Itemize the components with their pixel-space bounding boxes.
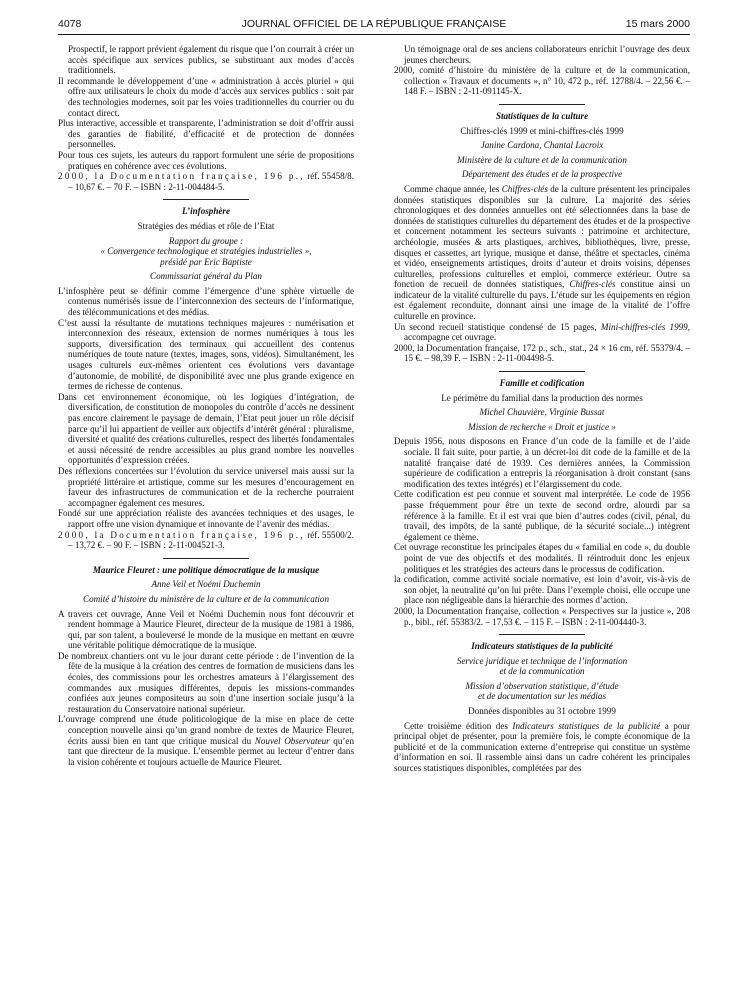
paragraph: Cette codification est peu connue et souvent mal interprétée. Le code de 1956 passe fréquemment pour être un texte de second ordre, alourdi par sa référence à la famille. Et il est vrai que bien d’autres codes (civil, pénal, du travail, des impôts, de la santé publique, de la sécurité sociale...) intègrent également ce thème. (394, 489, 690, 542)
section-title: Indicateurs statistiques de la publicité (471, 641, 613, 652)
paragraph: L’ouvrage comprend une étude politicologique de la mise en place de cette conception nouvelle ainsi qu’un grand nombre de textes de Maurice Fleuret, écrits aussi bien en tant que critique musical du Nouvel Observateur qu’en tant que directeur de la musique. L’ensemble permet au lecteur d’entrer dans la vision cohérente et toujours actuelle de Maurice Fleuret. (58, 714, 354, 767)
section-title: Famille et codification (499, 378, 585, 389)
ref-details: réf. 55458/8. – 10,67 €. – 70 F. – ISBN : 2-11-004484-5. (68, 171, 355, 192)
journal-title: JOURNAL OFFICIEL DE LA RÉPUBLIQUE FRANÇAISE (241, 18, 507, 30)
paragraph: Cette troisième édition des Indicateurs statistiques de la publicité a pour principal objet de présenter, pour la première fois, le compte économique de la publicité et de la communication externe d’entreprise qui constitue un système d’information en soi. Il rassemble ainsi dans un cadre cohérent les principales sources statistiques disponibles, complétées par des (394, 720, 690, 774)
paragraph: Depuis 1956, nous disposons en France d’un code de la famille et de l’aide sociale. Il fait suite, pour partie, à un décret-loi dit code de la famille et de la natalité française daté de 1939. Ces dernières années, la Commission supérieure de codification a entrepris la réorganisation à droit constant (sans modification des textes intégrés) et l’élargissement du code. (394, 436, 690, 489)
paragraph: Un témoignage oral de ses anciens collaborateurs enrichit l’ouvrage des deux jeunes chercheurs. (404, 44, 690, 65)
section-subtitle: Chiffres-clés 1999 et mini-chiffres-clés 1999 (460, 125, 624, 136)
section-divider (499, 104, 585, 105)
page-header (58, 16, 690, 32)
section-subtitle: Le périmètre du familial dans la production des normes (441, 392, 643, 403)
paragraph: Des réflexions concertées sur l’évolution du service universel mais aussi sur la propriété littéraire et artistique, comme sur les mesures d’encouragement en faveur des infrastructures de communication et de la recherche pourraient accompagner également ces mesures. (58, 465, 354, 508)
publication-reference: 2000, la Documentation française, collection « Perspectives sur la justice », 208 p., bibl., réf. 55383/2. – 17,53 €. – 115 F. – ISBN : 2-11-004440-3. (394, 605, 690, 627)
paragraph: A travers cet ouvrage, Anne Veil et Noémi Duchemin nous font découvrir et rendent hommage à Maurice Fleuret, directeur de la musique de 1981 à 1986, qui, par son talent, a bouleversé le monde de la musique en mettant en œuvre une véritable politique démocratique de la musique. (58, 608, 354, 651)
section-divider (499, 371, 585, 372)
paragraph: Il recommande le développement d’une « administration à accès pluriel » qui offre aux utilisateurs le choix du mode d’accès aux services publics : soit par des technologies modernes, soit par les voies traditionnelles du courrier ou du contact direct. (58, 75, 354, 118)
paragraph: C’est aussi la résultante de mutations techniques majeures : numérisation et interconnexion des réseaux, extension de normes numériques à tous les supports, diversification des terminaux qui accueillent des contenus numériques de toute nature (textes, images, sons, vidéos). Simultanément, les usages culturels eux-mêmes orientent ces évolutions vers davantage d’autonomie, de mobilité, de disponibilité avec une plus grande exigence en termes de richesse de contenus. (58, 317, 354, 392)
section-title: L’infosphère (182, 206, 230, 217)
section-subtitle: Stratégies des médias et rôle de l’Etat (137, 220, 275, 231)
publication-reference: 2000, comité d’histoire du ministère de la culture et de la communication, collection « Travaux et documents », n° 10, 472 p., réf. 12788/4. – 22,56 €. – 148 F. – ISBN : 2-11-091145-X. (394, 65, 690, 97)
ref-publisher: 2000, la Documentation française, 196 p., (58, 171, 305, 182)
paragraph: Fondé sur une appréciation réaliste des avancées techniques et des usages, le rapport offre une vision dynamique et innovante de l’avenir des médias. (58, 508, 354, 529)
intro-block (58, 44, 354, 76)
ref-details: réf. 55500/2. – 13,72 €. – 90 F. – ISBN : 2-11-004521-3. (68, 529, 355, 551)
organization: et de la communication (499, 666, 585, 677)
issue-date: 15 mars 2000 (625, 18, 690, 30)
header-rule (58, 34, 690, 35)
section-divider (499, 634, 585, 635)
section-divider (163, 558, 249, 559)
authors: Janine Cardona, Chantal Lacroix (480, 140, 604, 151)
paragraph: Dans cet environnement économique, où les logiques d’intégration, de diversification, de constitution de monopoles du contrôle d’accès ne dessinent pas encore clairement le paysage de demain, l’Etat peut jouer un rôle décisif parce qu’il lui appartient de veiller aux objectifs d’intérêt général : pluralisme, diversité et qualité des créations culturelles, respect des libertés fondamentales et aussi nécessité de rendre accessibles au plus grand nombre les nouvelles opportunités d’expression créées. (58, 391, 354, 466)
publication-reference (58, 171, 354, 192)
paragraph: De nombreux chantiers ont vu le jour durant cette période : de l’invention de la fête de la musique à la création des centres de formation de musiciens dans les écoles, des commissions pour les orchestres amateurs à l’élargissement des commandes aux musiques différentes, depuis les missions-commandes confiées aux jeunes compositeurs au soin d’une insertion sociale jusqu’à la restauration du Conservatoire national supérieur. (58, 650, 354, 714)
organization: et de documentation sur les médias (477, 691, 607, 702)
paragraph: L’infosphère peut se définir comme l’émergence d’une sphère virtuelle de contenus numérisés issue de l’interconnexion des secteurs de l’informatique, des télécommunications et des médias. (58, 285, 354, 318)
paragraph: Prospectif, le rapport prévient également du risque que l’on courrait à créer un accès spécifique aux services publics, se substituant aux modes d’accès traditionnels. (68, 44, 354, 76)
emphasis: Chiffres-clés (569, 279, 616, 290)
right-column (394, 44, 690, 774)
left-column (58, 44, 354, 767)
authors: Michel Chauvière, Virginie Bussat (479, 407, 605, 418)
publication-reference (58, 530, 354, 551)
authors: Anne Veil et Noémi Duchemin (151, 579, 261, 590)
continuation-block (394, 44, 690, 65)
section-title: Maurice Fleuret : une politique démocratique de la musique (92, 564, 320, 575)
group-line: « Convergence technologique et stratégies industrielles », (100, 246, 312, 257)
data-note: Données disponibles au 31 octobre 1999 (468, 706, 616, 717)
paragraph: Cet ouvrage reconstitue les principales étapes du « familial en code », du double point de vue des objectifs et des modalités. Il réintroduit donc les enjeux politiques et les stratégies des acteurs dans le processus de codification. (394, 542, 690, 574)
publication-reference: 2000, la Documentation française, 172 p., sch., stat., 24 × 16 cm, réf. 55379/4. – 15 €. – 98,39 F. – ISBN : 2-11-004498-5. (394, 342, 690, 364)
emphasis: Chiffres-clés (501, 183, 548, 194)
paragraph: Pour tous ces sujets, les auteurs du rapport formulent une série de propositions pratiques en cohérence avec ces évolutions. (58, 149, 354, 171)
organization: Département des études et de la prospective (461, 169, 623, 180)
group-line: présidé par Eric Baptiste (160, 256, 252, 267)
organization: Comité d’histoire du ministère de la culture et de la communication (83, 593, 329, 604)
emphasis: Nouvel Observateur (254, 735, 330, 746)
group-line: Rapport du groupe : (168, 235, 244, 246)
organization: Ministère de la culture et de la communication (457, 154, 627, 165)
ref-publisher: 2000, la Documentation française, 196 p., (58, 529, 305, 540)
section-title: Statistiques de la culture (495, 110, 589, 121)
organization: Service juridique et technique de l’information (456, 655, 628, 666)
section-divider (163, 199, 249, 200)
organization: Commissariat général du Plan (150, 271, 262, 282)
page-number: 4078 (58, 18, 82, 30)
paragraph: la codification, comme activité sociale normative, est loin d’avoir, vis-à-vis de son objet, la neutralité qu’on lui prête. Dans l’exemple choisi, elle occupe une place non négligeable dans la hiérarchie des normes d’action. (394, 574, 690, 606)
emphasis: Indicateurs statistiques de la publicité (512, 720, 661, 731)
organization: Mission d’observation statistique, d’étude (465, 680, 619, 691)
organization: Mission de recherche « Droit et justice » (468, 421, 616, 432)
paragraph: Un second recueil statistique condensé de 15 pages, Mini-chiffres-clés 1999, accompagne cet ouvrage. (394, 321, 690, 343)
emphasis: Mini-chiffres-clés 1999, (600, 321, 690, 332)
paragraph: Comme chaque année, les Chiffres-clés de la culture présentent les principales données statistiques disponibles sur la culture. La majorité des séries chronologiques et des données annuelles ont été sélectionnées dans la base de données de statistiques culturelles du département des études et de la prospective et concernent notamment les secteurs suivants : patrimoine et architecture, archéologie, musées & arts plastiques, archives, bibliothèques, livre, presse, disques et cassettes, art lyrique, musique et danse, théâtre et spectacles, cinéma et vidéo, enseignements artistiques, droits d’auteur et droits voisins, dépenses culturelles, professions culturelles et emploi, commerce extérieur. Outre sa fonction de recueil de données statistiques, Chiffres-clés constitue ainsi un indicateur de la vitalité culturelle du pays. L’étude sur les équipements en région est également reconduite, donnant ainsi une image de la vitalité de l’offre culturelle en province. (394, 183, 691, 322)
paragraph: Plus interactive, accessible et transparente, l’administration se doit d’offrir aussi des garanties de fiabilité, d’efficacité et de protection de données personnelles. (58, 118, 354, 150)
